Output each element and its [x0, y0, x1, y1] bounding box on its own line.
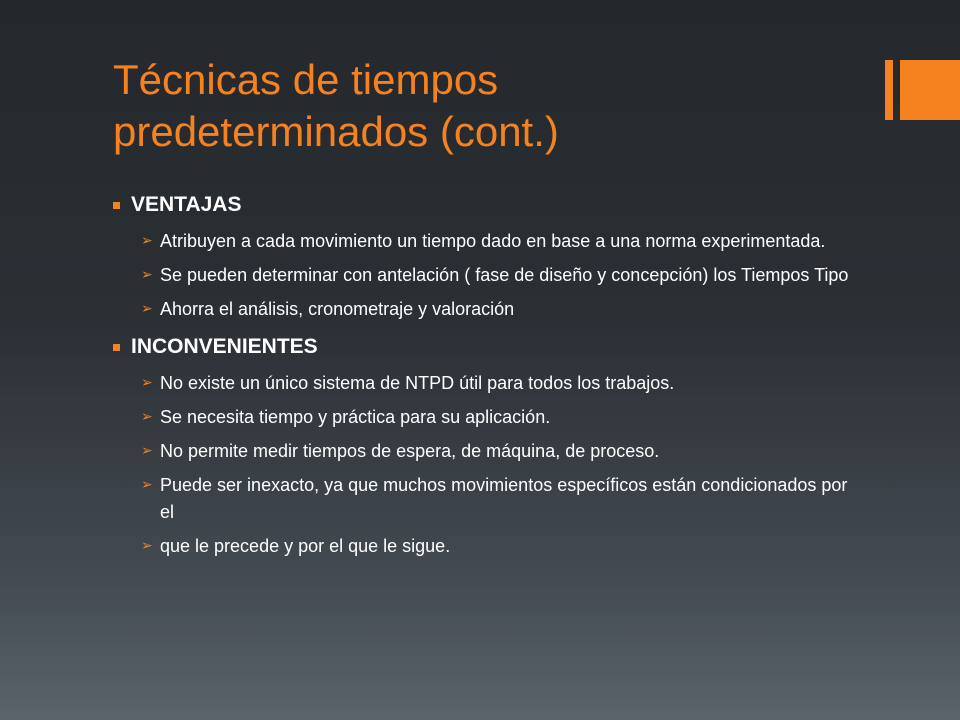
list-item	[113, 228, 853, 255]
arrowhead-bullet-icon: ➢	[141, 538, 153, 554]
title-line-2: predeterminados (cont.)	[113, 108, 559, 155]
section-heading-ventajas	[113, 192, 853, 218]
list-item	[113, 472, 853, 526]
list-item	[113, 262, 853, 289]
slide-title	[113, 54, 853, 158]
list-item-text: Ahorra el análisis, cronometraje y valoración	[160, 299, 515, 319]
list-item-text: Atribuyen a cada movimiento un tiempo dado en base a una norma experimentada.	[160, 231, 826, 251]
list-item-text: Se pueden determinar con antelación ( fase de diseño y concepción) los Tiempos Tipo	[160, 265, 849, 285]
decorative-orange-bar	[885, 60, 893, 120]
list-item-text: No permite medir tiempos de espera, de máquina, de proceso.	[160, 441, 660, 461]
list-item	[113, 370, 853, 397]
list-item	[113, 404, 853, 431]
arrowhead-bullet-icon: ➢	[141, 301, 153, 317]
section-heading-inconvenientes	[113, 334, 853, 360]
square-bullet-icon	[113, 344, 120, 351]
list-item-text: No existe un único sistema de NTPD útil para todos los trabajos.	[160, 373, 675, 393]
arrowhead-bullet-icon: ➢	[141, 477, 153, 493]
square-bullet-icon	[113, 202, 120, 209]
list-item	[113, 533, 853, 560]
decorative-orange-square	[900, 60, 960, 120]
arrowhead-bullet-icon: ➢	[141, 233, 153, 249]
arrowhead-bullet-icon: ➢	[141, 267, 153, 283]
list-item-text: Puede ser inexacto, ya que muchos movimientos específicos están condicionados por el	[160, 475, 848, 522]
section-heading-label: INCONVENIENTES	[131, 335, 318, 358]
list-item	[113, 296, 853, 323]
arrowhead-bullet-icon: ➢	[141, 375, 153, 391]
arrowhead-bullet-icon: ➢	[141, 409, 153, 425]
list-item-text: que le precede y por el que le sigue.	[160, 536, 451, 556]
section-heading-label: VENTAJAS	[131, 193, 242, 216]
list-item	[113, 438, 853, 465]
title-line-1: Técnicas de tiempos	[113, 56, 499, 103]
list-item-text: Se necesita tiempo y práctica para su aplicación.	[160, 407, 551, 427]
arrowhead-bullet-icon: ➢	[141, 443, 153, 459]
slide-body	[113, 192, 853, 567]
